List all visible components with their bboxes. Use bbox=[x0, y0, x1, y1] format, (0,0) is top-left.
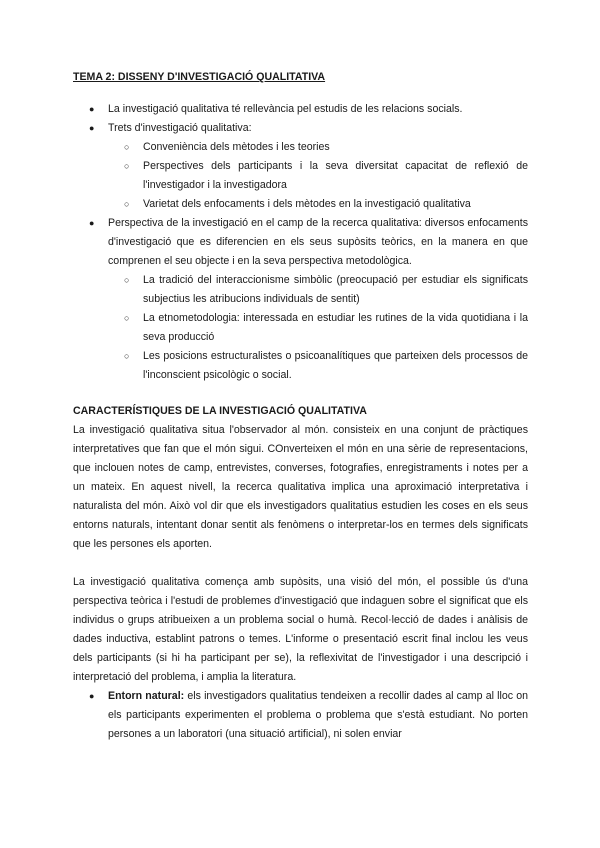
list-item bbox=[73, 687, 528, 744]
sub-list-item bbox=[108, 309, 528, 347]
sub-list-item-text: La etnometodologia: interessada en estudiar les rutines de la vida quotidiana i la seva producció bbox=[143, 312, 528, 343]
sub-bullet-list bbox=[108, 138, 528, 214]
main-bullet-list bbox=[73, 100, 528, 385]
sub-list-item-text: La tradició del interaccionisme simbòlic (preocupació per estudiar els significats subjectius les atribucions individuals de sentit) bbox=[143, 274, 528, 305]
bullet-circle-icon: ○ bbox=[124, 161, 130, 171]
bullet-dot-icon: ● bbox=[89, 123, 95, 133]
bottom-bullet-list bbox=[73, 687, 528, 744]
sub-list-item bbox=[108, 347, 528, 385]
list-item bbox=[73, 100, 528, 119]
sub-list-item bbox=[108, 138, 528, 157]
sub-list-item bbox=[108, 157, 528, 195]
bullet-dot-icon: ● bbox=[89, 104, 95, 114]
document-page bbox=[73, 70, 528, 744]
sub-list-item-text: Varietat dels enfocaments i dels mètodes en la investigació qualitativa bbox=[143, 198, 471, 210]
section-heading: CARACTERÍSTIQUES DE LA INVESTIGACIÓ QUALITATIVA bbox=[73, 405, 367, 417]
sub-list-item bbox=[108, 195, 528, 214]
page-title: TEMA 2: DISSENY D'INVESTIGACIÓ QUALITATIVA bbox=[73, 71, 326, 83]
sub-list-item-text: Conveniència dels mètodes i les teories bbox=[143, 141, 330, 153]
bullet-circle-icon: ○ bbox=[124, 199, 130, 209]
sub-bullet-list bbox=[108, 271, 528, 385]
list-item-text: els investigadors qualitatius tendeixen a recollir dades al camp al lloc on els participants experimenten el problema o problema que s'està estudiant. No porten persones a un laboratori (una situació artificial), ni solen enviar bbox=[108, 690, 528, 740]
list-item-text: La investigació qualitativa té rellevància pel estudis de les relacions socials. bbox=[108, 103, 463, 115]
paragraph: La investigació qualitativa comença amb supòsits, una visió del món, el possible ús d'una perspectiva teòrica i l'estudi de problemes d'investigació que indaguen sobre el significat que els individus o grups atribueixen a un problema social o humà. Recol·lecció de dades i anàlisis de dades inductiva, establint patrons o temes. L'informe o presentació escrit final inclou les veus dels participants (si hi ha participant per se), la reflexivitat de l'investigador i una descripció i interpretació del problema, i amplia la literatura. bbox=[73, 576, 528, 683]
sub-list-item bbox=[108, 271, 528, 309]
bullet-circle-icon: ○ bbox=[124, 275, 130, 285]
list-item-label: Entorn natural: bbox=[108, 690, 185, 702]
bullet-dot-icon: ● bbox=[89, 691, 95, 701]
bullet-circle-icon: ○ bbox=[124, 313, 130, 323]
paragraph: La investigació qualitativa situa l'observador al món. consisteix en una conjunt de pràctiques interpretatives que fan que el món sigui. COnverteixen el món en una sèrie de representacions, que inclouen notes de camp, entrevistes, converses, fotografies, enregistraments i notes per a un mateix. En aquest nivell, la recerca qualitativa implica una aproximació interpretativa i naturalista del món. Això vol dir que els investigadors qualitatius estudien les coses en els seus entorns naturals, intentant donar sentit als fenòmens o interpretar-los en termes dels significats que les persones els aporten. bbox=[73, 424, 528, 550]
list-item-text: Trets d'investigació qualitativa: bbox=[108, 122, 252, 134]
sub-list-item-text: Perspectives dels participants i la seva diversitat capacitat de reflexió de l'investigador i la investigadora bbox=[143, 160, 528, 191]
paragraph-spacer bbox=[73, 554, 528, 573]
list-item-text: Perspectiva de la investigació en el camp de la recerca qualitativa: diversos enfocaments d'investigació que es diferencien en els seus supòsits teòrics, en la manera en que comprenen el seu objecte i en la seva perspectiva metodològica. bbox=[108, 217, 528, 267]
list-item bbox=[73, 214, 528, 385]
list-item bbox=[73, 119, 528, 214]
sub-list-item-text: Les posicions estructuralistes o psicoanalítiques que parteixen dels processos de l'inconscient psicològic o social. bbox=[143, 350, 528, 381]
bullet-dot-icon: ● bbox=[89, 218, 95, 228]
bullet-circle-icon: ○ bbox=[124, 142, 130, 152]
bullet-circle-icon: ○ bbox=[124, 351, 130, 361]
